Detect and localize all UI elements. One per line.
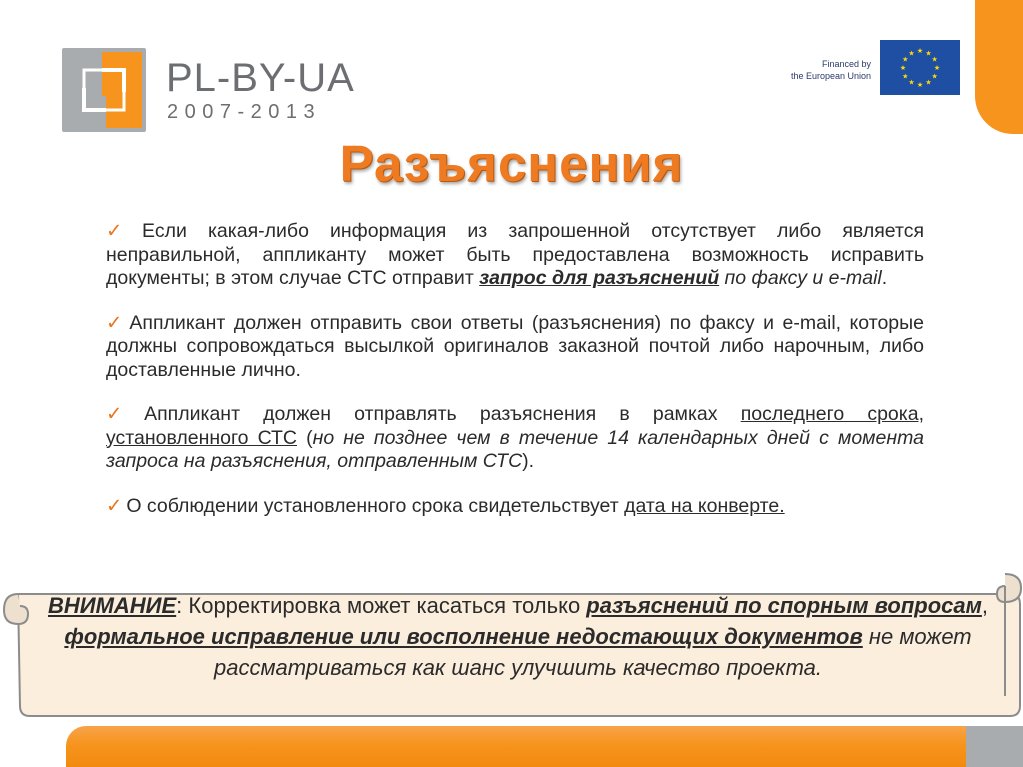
bullet-item-3: ✓ Аппликант должен отправлять разъяснения в рамках последнего срока, установленного СТС (но не позднее чем в течение 14 календарных дней с момента запроса на разъяснения, отправленным СТС).	[106, 403, 924, 472]
eu-star-icon: ★	[916, 82, 924, 89]
logo-name: PL-BY-UA	[166, 56, 355, 100]
eu-star-icon: ★	[902, 73, 909, 81]
clarification-request-text: запрос для разъяснений	[479, 267, 720, 289]
eu-star-icon: ★	[908, 79, 915, 87]
checkmark-icon: ✓	[106, 403, 141, 425]
logo-years: 2007-2013	[167, 101, 322, 123]
bullet-list	[106, 220, 924, 539]
footer-bar	[66, 726, 966, 767]
eu-line-1: Financed by	[821, 59, 871, 69]
corner-decoration	[975, 0, 1023, 134]
eu-star-icon: ★	[931, 56, 938, 64]
bullet-item-1: ✓ Если какая-либо информация из запрошенной отсутствует либо является неправильной, аппликанту может быть предоставлена возможность исправить документы; в этом случае СТС отправит запрос для разъяснений по факсу и e-mail.	[106, 220, 925, 289]
eu-star-icon: ★	[933, 65, 941, 72]
eu-star-icon: ★	[925, 50, 932, 58]
eu-flag-icon	[880, 40, 960, 95]
eu-star-icon: ★	[902, 56, 909, 64]
eu-star-icon: ★	[899, 65, 907, 72]
eu-star-icon: ★	[931, 73, 938, 81]
eu-line-2: the European Union	[790, 71, 871, 81]
eu-financing-text	[791, 58, 871, 82]
notice-text: ВНИМАНИЕ: Корректировка может касаться только разъяснений по спорным вопросам, формальное исправление или восполнение недостающих документов не может рассматриваться как шанс улучшить качество проекта.	[47, 593, 989, 680]
deadline-text: последнего срока, установленного СТС	[106, 403, 924, 449]
notice-heading: ВНИМАНИЕ	[47, 593, 177, 618]
envelope-date-text: дата на конверте.	[624, 494, 785, 517]
eu-star-icon: ★	[916, 48, 924, 55]
eu-star-icon: ★	[925, 79, 932, 87]
page-title: Разъяснения	[339, 135, 684, 192]
checkmark-icon: ✓	[106, 311, 126, 334]
checkmark-icon: ✓	[106, 220, 139, 242]
logo-icon	[62, 48, 146, 132]
eu-star-icon: ★	[908, 50, 915, 58]
footer-corner	[966, 726, 1023, 767]
bullet-item-2: ✓ Аппликант должен отправить свои ответы (разъяснения) по факсу и e-mail, которые должны сопровождаться высылкой оригиналов заказной почтой либо нарочным, либо доставленные лично.	[106, 311, 924, 381]
checkmark-icon: ✓	[106, 494, 123, 517]
bullet-item-4: ✓ О соблюдении установленного срока свидетельствует дата на конверте.	[106, 494, 785, 517]
